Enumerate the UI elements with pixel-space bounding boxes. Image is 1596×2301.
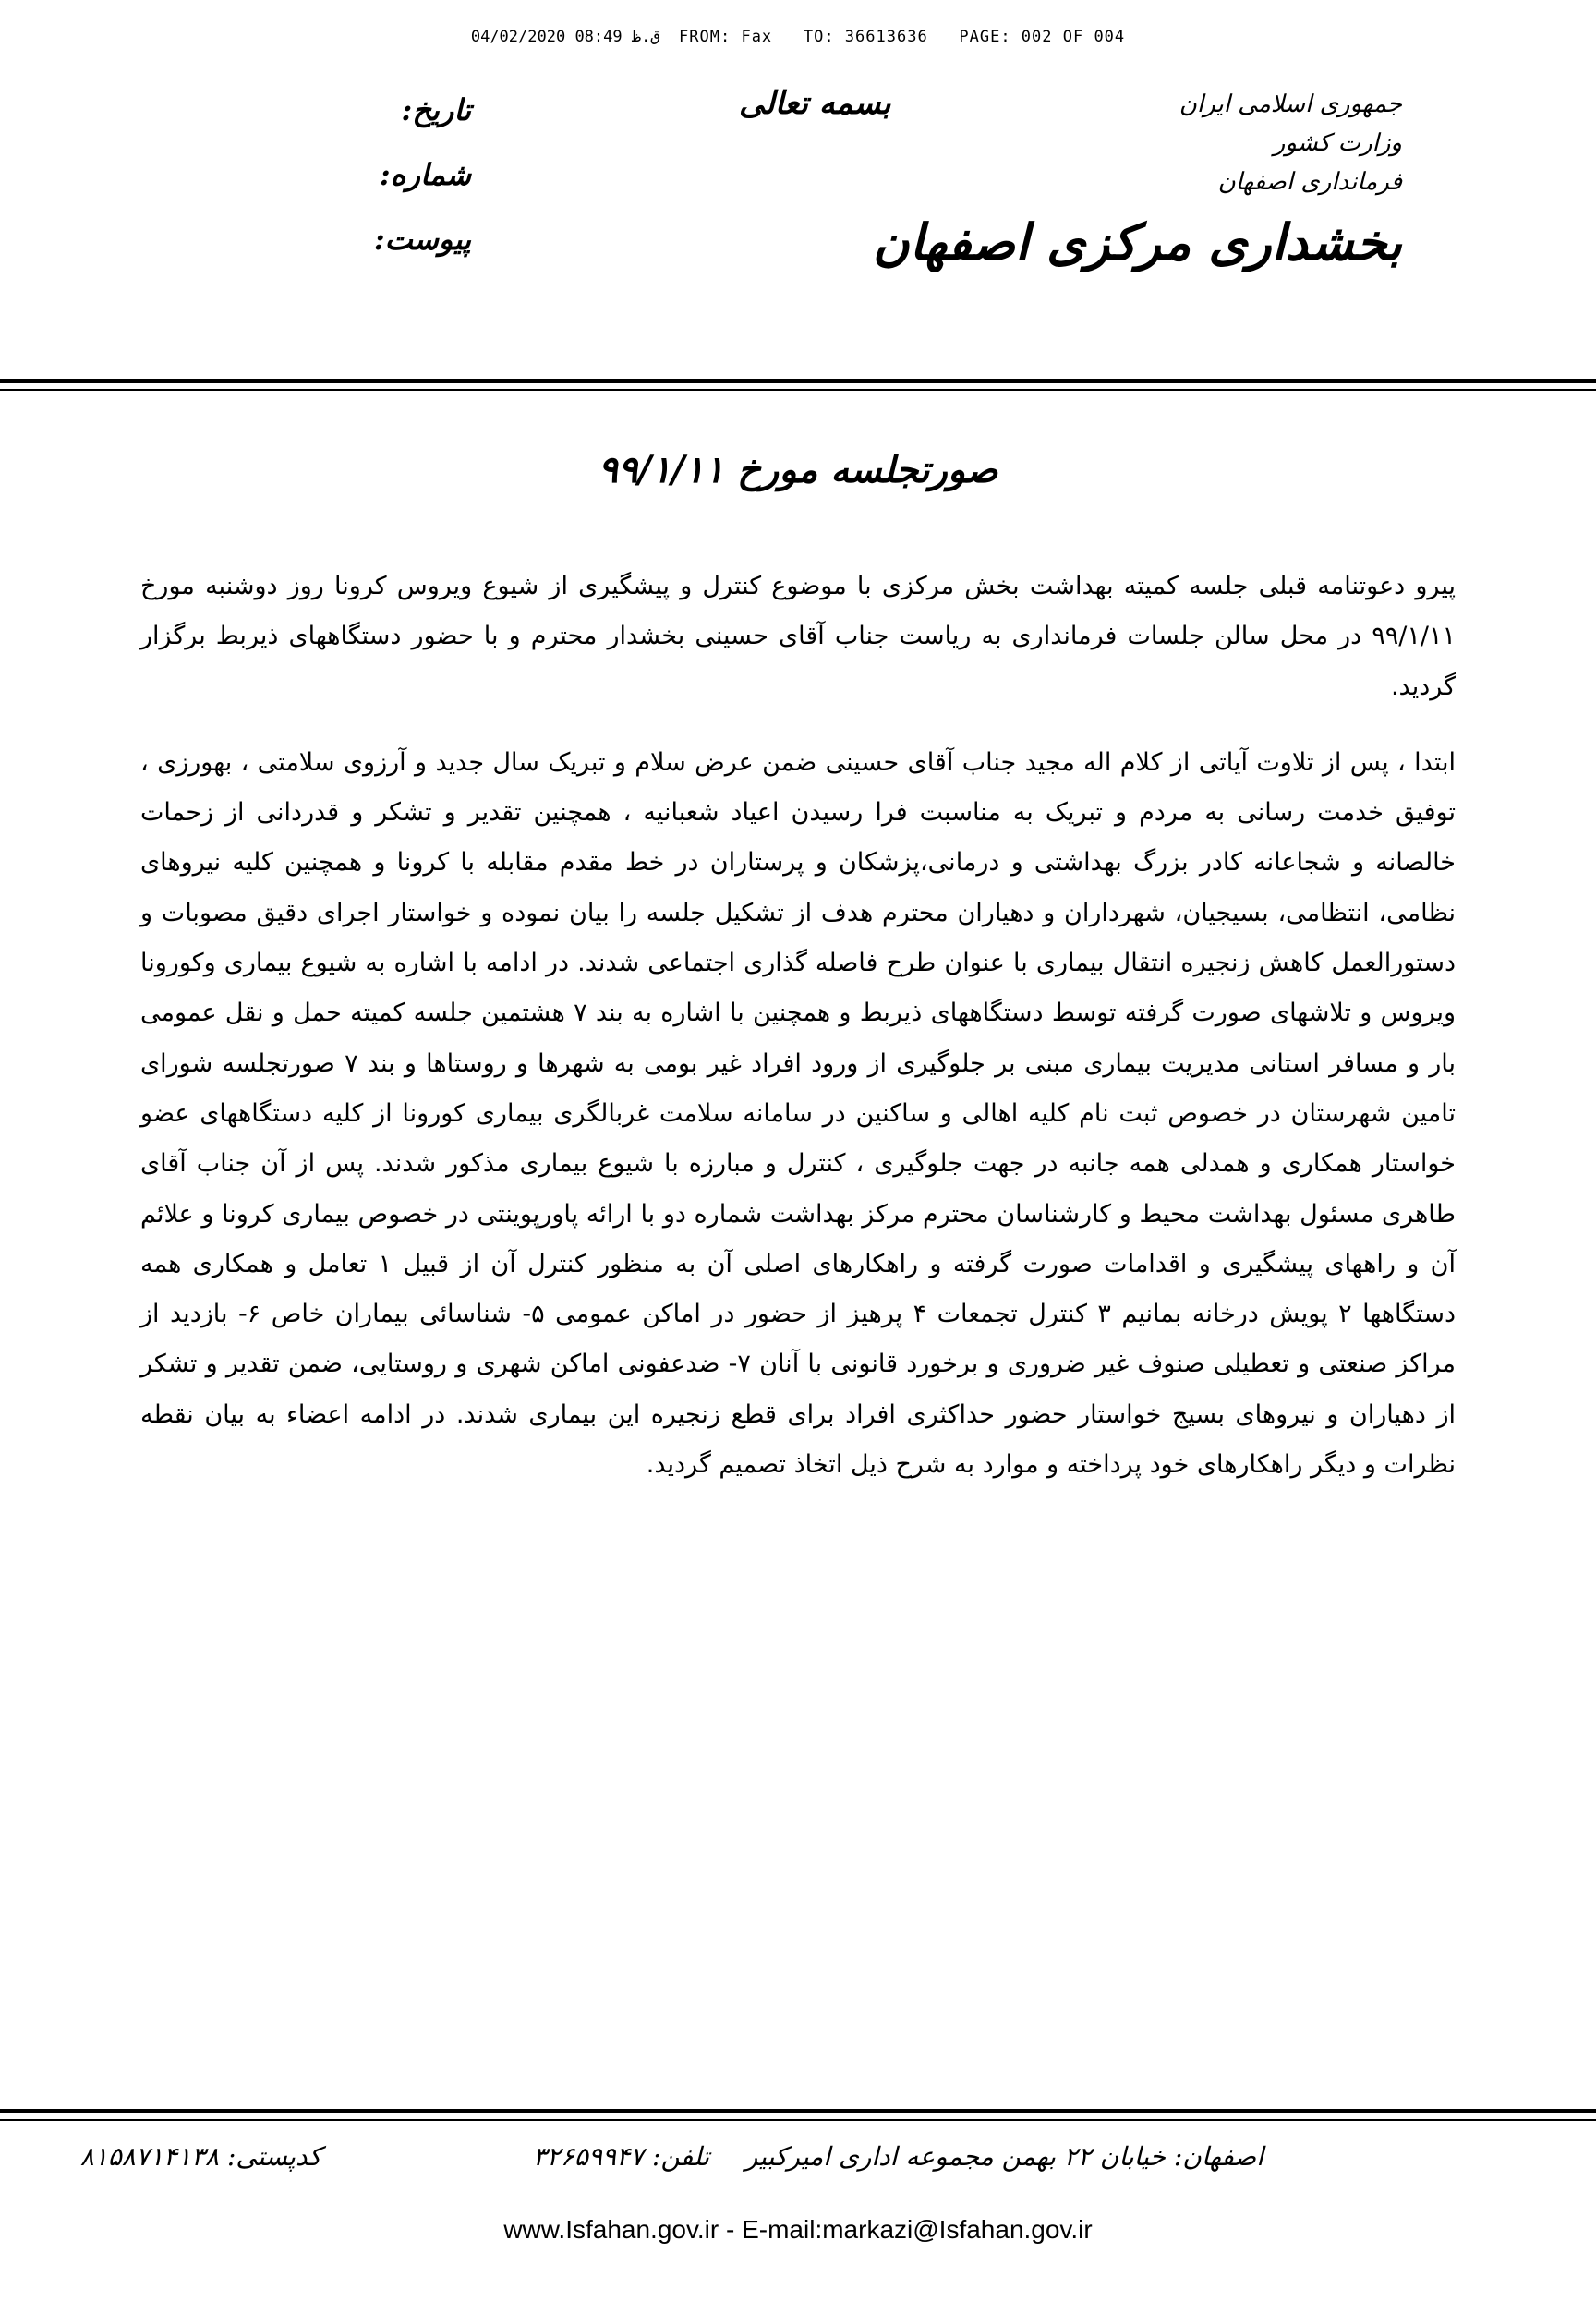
bismillah-heading: بسمه تعالی bbox=[739, 85, 891, 122]
letterhead-ministry: وزارت کشور bbox=[1273, 129, 1402, 157]
number-label: شماره: bbox=[379, 157, 471, 192]
letterhead bbox=[873, 85, 1402, 279]
letterhead-country: جمهوری اسلامی ایران bbox=[1179, 91, 1402, 118]
footer-phone: تلفن: ۳۲۶۵۹۹۴۷ bbox=[532, 2141, 709, 2172]
letterhead-office-name: بخشداری مرکزی اصفهان bbox=[872, 212, 1402, 272]
date-label: تاریخ: bbox=[401, 92, 471, 127]
letterhead-governorate: فرمانداری اصفهان bbox=[1217, 168, 1402, 196]
footer-postal-code: کدپستی: ۸۱۵۸۷۱۴۱۳۸ bbox=[79, 2141, 321, 2172]
document-title: صورتجلسه مورخ ۹۹/۱/۱۱ bbox=[598, 448, 998, 491]
header-divider bbox=[0, 379, 1596, 391]
fax-transmission-header: 04/02/2020 ق.ظ 08:49 FROM: Fax TO: 36613636 PAGE: 002 OF 004 bbox=[470, 28, 1126, 46]
footer-divider bbox=[0, 2109, 1596, 2121]
attachment-label: پیوست: bbox=[373, 222, 471, 257]
document-body bbox=[140, 562, 1456, 1516]
body-paragraph-main: ابتدا ، پس از تلاوت آیاتی از کلام اله مجید جناب آقای حسینی ضمن عرض سلام و تبریک سال جدید و آرزوی سلامتی ، بهورزی ، توفیق خدمت رسانی به مردم و تبریک به مناسبت فرا رسیدن اعیاد شعبانیه ، همچنین تقدیر و تشکر و قدردانی از زحمات خالصانه و شجاعانه کادر بزرگ بهداشتی و درمانی،پزشکان و پرستاران در خط مقدم مقابله با کرونا و همچنین کلیه نیروهای نظامی، انتظامی، بسیجیان، شهرداران و دهیاران محترم هدف از تشکیل جلسه را بیان نموده و خواستار اجرای دقیق مصوبات و دستورالعمل کاهش زنجیره انتقال بیماری با عنوان طرح فاصله گذاری اجتماعی شدند. در ادامه با اشاره به شیوع بیماری وکورونا ویروس و تلاشهای صورت گرفته توسط دستگاههای ذیربط و همچنین با اشاره به بند ۷ هشتمین جلسه کمیته حمل و نقل عمومی بار و مسافر استانی مدیریت بیماری مبنی بر جلوگیری از ورود افراد غیر بومی به شهرها و روستاها و بند ۷ صورتجلسه شورای تامین شهرستان در خصوص ثبت نام کلیه اهالی و ساکنین در سامانه سلامت غربالگری بیماری کورونا از کلیه دستگاههای عضو خواستار همکاری و همدلی همه جانبه در جهت جلوگیری ، کنترل و مبارزه با شیوع بیماری مذکور شدند. پس از آن جناب آقای طاهری مسئول بهداشت محیط و کارشناسان محترم مرکز بهداشت شماره دو با ارائه پاورپوینتی در خصوص بیماری کرونا و علائم آن و راههای پیشگیری و اقدامات صورت گرفته و راهکارهای اصلی آن به منظور کنترل آن از قبیل ۱ تعامل و همکاری همه دستگاهها ۲ پویش درخانه بمانیم ۳ کنترل تجمعات ۴ پرهیز از حضور در اماکن عمومی ۵- شناسائی بیماران خاص ۶- بازدید از مراکز صنعتی و تعطیلی صنوف غیر ضروری و برخورد قانونی با آنان ۷- ضدعفونی اماکن شهری و روستایی، ضمن تقدیر و تشکر از دهیاران و نیروهای بسیج خواستار حضور حداکثری افراد برای قطع زنجیره این بیماری شدند. در ادامه اعضاء به بیان نقطه نظرات و دیگر راهکارهای خود پرداخته و موارد به شرح ذیل اتخاذ تصمیم گردید. bbox=[140, 747, 1457, 1480]
footer-address: اصفهان: خیابان ۲۲ بهمن مجموعه اداری امیرکبیر bbox=[744, 2141, 1264, 2172]
footer-web-email: www.Isfahan.gov.ir - E-mail:markazi@Isfahan.gov.ir bbox=[503, 2215, 1093, 2244]
body-paragraph-intro: پیرو دعوتنامه قبلی جلسه کمیته بهداشت بخش مرکزی با موضوع کنترل و پیشگیری از شیوع ویروس کرونا روز دوشنبه مورخ ۹۹/۱/۱۱ در محل سالن جلسات فرمانداری به ریاست جناب آقای حسینی بخشدار محترم و با حضور دستگاههای ذیربط برگزار گردید. bbox=[140, 572, 1456, 701]
document-meta-fields bbox=[369, 92, 471, 286]
